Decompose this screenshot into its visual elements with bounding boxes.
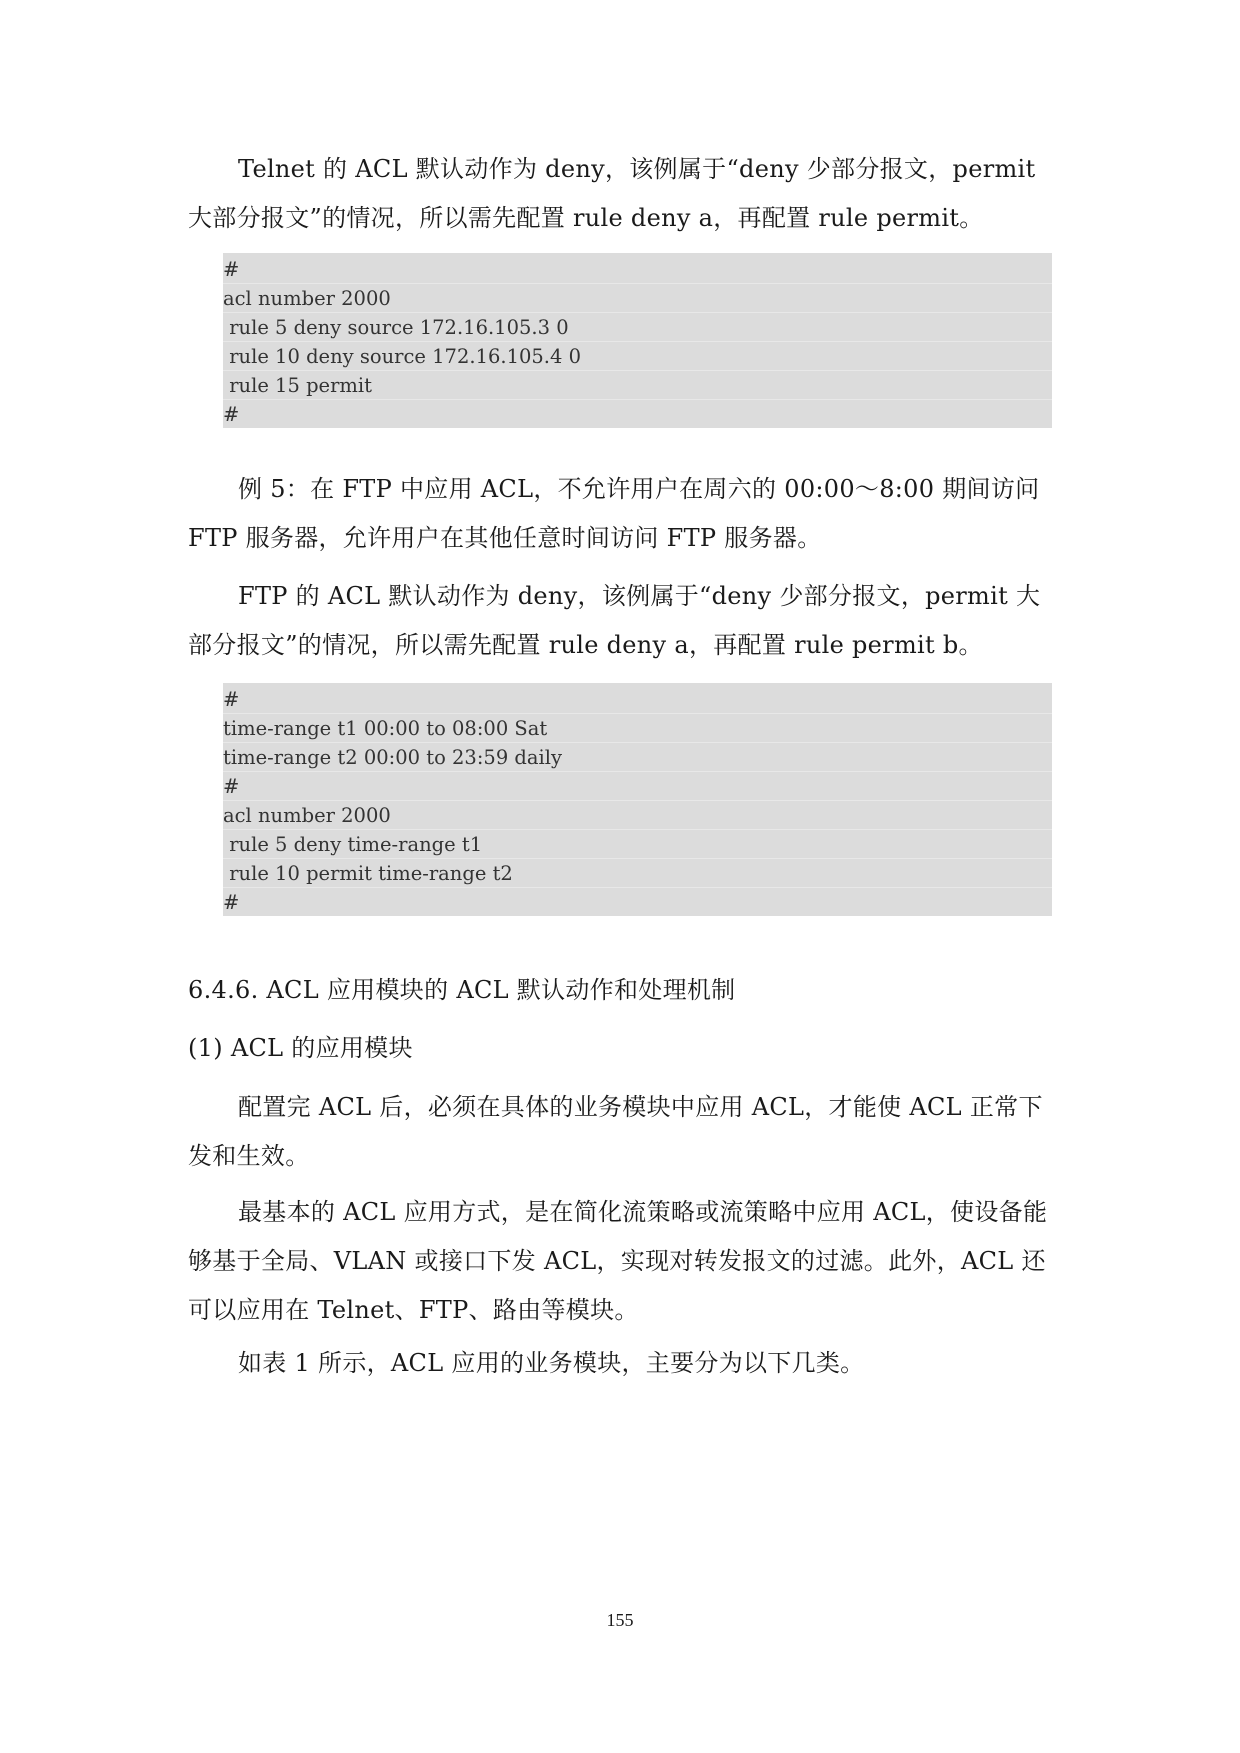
code-line: time-range t2 00:00 to 23:59 daily [223,743,1052,772]
code-line: rule 10 permit time-range t2 [223,859,1052,888]
code-line: # [223,255,1052,284]
paragraph-telnet-acl: Telnet 的 ACL 默认动作为 deny，该例属于“deny 少部分报文，permit 大部分报文”的情况，所以需先配置 rule deny a，再配置 rule permit。 [188,155,1036,232]
code-line: # [223,891,240,914]
paragraph-example-5: 例 5：在 FTP 中应用 ACL，不允许用户在周六的 00:00～8:00 期间访问 FTP 服务器，允许用户在其他任意时间访问 FTP 服务器。 [188,475,1040,552]
code-line: rule 15 permit [223,371,1052,400]
code-line: acl number 2000 [223,801,1052,830]
code-line: rule 5 deny source 172.16.105.3 0 [223,313,1052,342]
code-block-telnet-acl [223,253,1052,428]
paragraph-config-apply: 配置完 ACL 后，必须在具体的业务模块中应用 ACL，才能使 ACL 正常下发和生效。 [188,1093,1043,1170]
code-line: time-range t1 00:00 to 08:00 Sat [223,714,1052,743]
code-line: # [223,685,1052,714]
page-number: 155 [606,1610,634,1630]
paragraph-ftp-acl: FTP 的 ACL 默认动作为 deny，该例属于“deny 少部分报文，permit 大部分报文”的情况，所以需先配置 rule deny a，再配置 rule permit b。 [188,582,1041,659]
code-block-ftp-acl [223,683,1052,916]
code-line: acl number 2000 [223,284,1052,313]
code-line: rule 5 deny time-range t1 [223,830,1052,859]
paragraph-basic-apply: 最基本的 ACL 应用方式，是在简化流策略或流策略中应用 ACL，使设备能够基于全局、VLAN 或接口下发 ACL，实现对转发报文的过滤。此外，ACL 还可以应用在 Telnet、FTP、路由等模块。 [188,1198,1048,1324]
paragraph-table-ref: 如表 1 所示，ACL 应用的业务模块，主要分为以下几类。 [238,1349,865,1377]
code-line: # [223,772,1052,801]
code-line: # [223,403,240,426]
code-line: rule 10 deny source 172.16.105.4 0 [223,342,1052,371]
subsection-heading: (1) ACL 的应用模块 [188,1034,413,1062]
section-heading: 6.4.6. ACL 应用模块的 ACL 默认动作和处理机制 [188,976,736,1004]
